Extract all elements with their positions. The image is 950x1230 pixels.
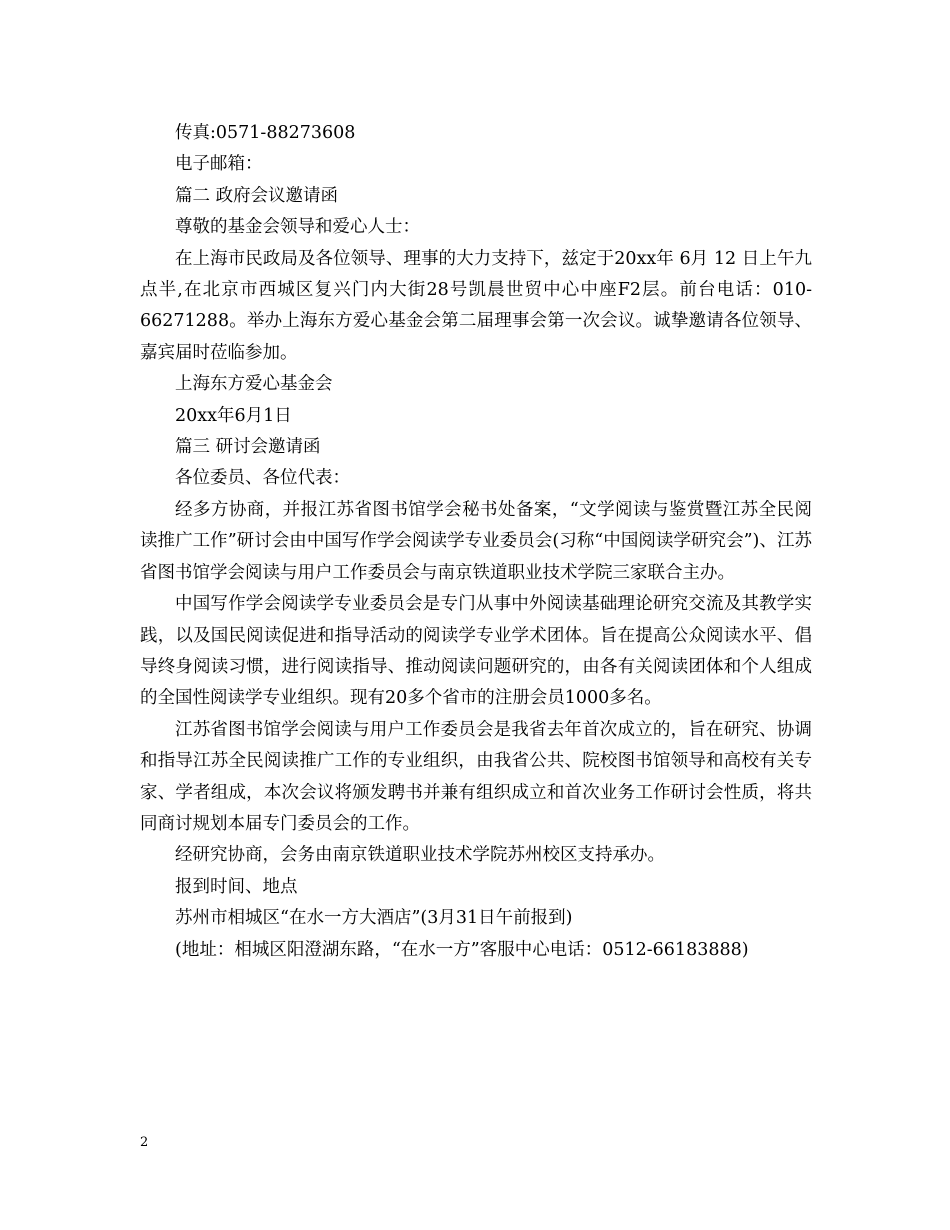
signature-organization: 上海东方爱心基金会 [175, 374, 333, 395]
page-number: 2 [140, 1135, 149, 1150]
fax-line: 传真:0571-88273608 [175, 123, 356, 143]
registration-heading: 报到时间、地点 [175, 876, 298, 897]
email-line: 电子邮箱： [175, 154, 263, 175]
document-body [140, 118, 812, 966]
paragraph-organizers: 经多方协商，并报江苏省图书馆学会秘书处备案，“文学阅读与鉴赏暨江苏全民阅读推广工作”研讨会由中国写作学会阅读学专业委员会(习称“中国阅读学研究会”)、江苏省图书馆学会阅读与用户工作委员会与南京铁道职业技术学院三家联合主办。 [140, 499, 812, 583]
registration-address: (地址：相城区阳澄湖东路，“在水一方”客服中心电话：0512-66183888) [175, 939, 749, 960]
signature-date: 20xx年6月1日 [175, 405, 292, 426]
paragraph-host: 经研究协商，会务由南京铁道职业技术学院苏州校区支持承办。 [175, 845, 665, 866]
paragraph-reading-committee: 中国写作学会阅读学专业委员会是专门从事中外阅读基础理论研究交流及其教学实践，以及国民阅读促进和指导活动的阅读学专业学术团体。旨在提高公众阅读水平、倡导终身阅读习惯，进行阅读指导、推动阅读问题研究的，由各有关阅读团体和个人组成的全国性阅读学专业组织。现有20多个省市的注册会员1000多名。 [140, 594, 812, 709]
paragraph-invitation-2: 在上海市民政局及各位领导、理事的大力支持下，兹定于20xx年 6月 12 日上午九点半,在北京市西城区复兴门内大街28号凯晨世贸中心中座F2层。前台电话：010-66271288。举办上海东方爱心基金会第二届理事会第一次会议。诚挚邀请各位领导、嘉宾届时莅临参加。 [140, 248, 812, 363]
salutation-3: 各位委员、各位代表： [175, 468, 350, 489]
section-heading-2: 篇二 政府会议邀请函 [175, 185, 339, 206]
section-heading-3: 篇三 研讨会邀请函 [175, 437, 321, 458]
registration-venue: 苏州市相城区“在水一方大酒店”(3月31日午前报到) [175, 908, 573, 929]
paragraph-jiangsu-committee: 江苏省图书馆学会阅读与用户工作委员会是我省去年首次成立的，旨在研究、协调和指导江苏全民阅读推广工作的专业组织，由我省公共、院校图书馆领导和高校有关专家、学者组成，本次会议将颁发聘书并兼有组织成立和首次业务工作研讨会性质，将共同商讨规划本届专门委员会的工作。 [140, 719, 812, 834]
salutation-2: 尊敬的基金会领导和爱心人士： [175, 217, 420, 238]
